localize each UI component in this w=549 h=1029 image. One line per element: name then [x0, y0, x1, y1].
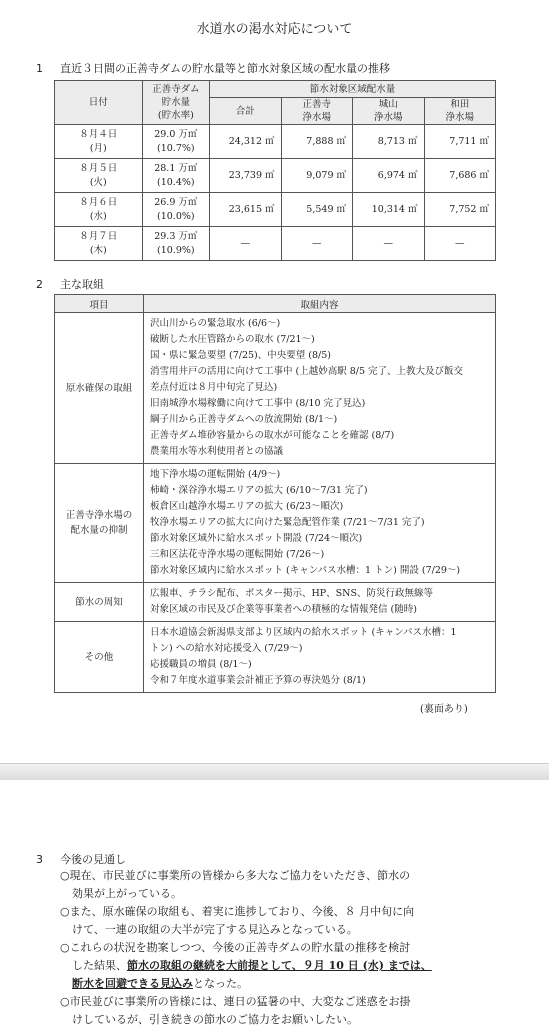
highlight-text: 節水の取組の継続を大前提として、９月 10 日 (水) までは、 — [127, 959, 432, 972]
section-2-heading — [36, 276, 104, 292]
header-total: 合計 — [210, 98, 281, 125]
table-row: 原水確保の取組 沢山川からの緊急取水 (6/6〜) 破断した水圧管路からの取水 (7/21〜) 国・県に緊急要望 (7/25)、中央要望 (8/5) 消雪用井戸の活用に向けて工事中 (上越妙高駅 8/5 完了、上教大及び飯交 差点付近は８月中旬完了見込) 旧南城浄水場稼働に向けて工事中 (8/10 完了見込) 綱子川から正善寺ダムへの放流開始 (8/1〜) 正善寺ダム堆砂容量からの取水が可能なことを確認 (8/7) 農業用水等水利使用者との協議 — [55, 313, 496, 464]
table-row: ８月６日 (水) 26.9 万㎥ (10.0%) 23,615 ㎥ 5,549 ㎥ 10,314 ㎥ 7,752 ㎥ — [55, 193, 496, 227]
outlook-paragraph-4: ○市民並びに事業所の皆様には、連日の猛暑の中、大変なご迷惑をお掛 けしているが、引き続きの節水のご協力をお願いしたい。 — [60, 995, 411, 1026]
highlight-text: 断水を回避できる見込み — [72, 977, 193, 990]
header-distribution: 節水対象区域配水量 — [210, 81, 496, 98]
page-back — [0, 780, 549, 1024]
section-3-heading — [36, 851, 126, 867]
outlook-paragraph-3: ○これらの状況を勘案しつつ、今後の正善寺ダムの貯水量の推移を検討 した結果、節水の取組の継続を大前提として、９月 10 日 (水) までは、 断水を回避できる見込みとなった。 — [60, 941, 432, 990]
table-row: 節水の周知 広報車、チラシ配布、ポスター掲示、HP、SNS、防災行政無線等 対象区域の市民及び企業等事業者への積極的な情報発信 (随時) — [55, 583, 496, 622]
page-divider — [0, 763, 549, 781]
header-storage: 正善寺ダム 貯水量 (貯水率) — [142, 81, 209, 125]
table-row: ８月４日 (月) 29.0 万㎥ (10.7%) 24,312 ㎥ 7,888 ㎥ 8,713 ㎥ 7,711 ㎥ — [55, 125, 496, 159]
section-title: 直近３日間の正善寺ダムの貯水量等と節水対象区域の配水量の推移 — [60, 62, 390, 75]
header-content: 取組内容 — [144, 295, 496, 313]
section-1-heading — [36, 60, 390, 76]
outlook-paragraph-1: ○現在、市民並びに事業所の皆様から多大なご協力をいただき、節水の 効果が上がっている。 — [60, 869, 411, 900]
storage-table — [54, 80, 496, 261]
header-plant-3: 和田 浄水場 — [424, 98, 496, 125]
initiatives-table — [54, 294, 496, 693]
back-side-note: (裏面あり) — [420, 704, 468, 715]
header-plant-2: 城山 浄水場 — [353, 98, 424, 125]
table-row: ８月７日 (木) 29.3 万㎥ (10.9%) — — — — — [55, 227, 496, 261]
section-number: 1 — [36, 62, 43, 75]
outlook-paragraph-2: ○また、原水確保の取組も、着実に進捗しており、今後、８ 月中旬に向 けて、一連の取組の大半が完了する見込みとなっている。 — [60, 905, 415, 936]
header-plant-1: 正善寺 浄水場 — [281, 98, 352, 125]
table-row: その他 日本水道協会新潟県支部より区域内の給水スポット (キャンパス水槽：1 トン) への給水対応援受入 (7/29〜) 応援職員の増員 (8/1〜) 令和７年度水道事業会計補正予算の専決処分 (8/1) — [55, 622, 496, 693]
table-row: 正善寺浄水場の 配水量の抑制 地下浄水場の運転開始 (4/9〜) 柿崎・深谷浄水場エリアの拡大 (6/10〜7/31 完了) 板倉区山越浄水場エリアの拡大 (6/23〜順次) 牧浄水場エリアの拡大に向けた緊急配管作業 (7/21〜7/31 完了) 節水対象区域外に給水スポット開設 (7/24〜順次) 三和区法花寺浄水場の運転開始 (7/26〜) 節水対象区域内に給水スポット (キャンパス水槽：1 トン) 開設 (7/29〜) — [55, 464, 496, 583]
header-date: 日付 — [55, 81, 143, 125]
section-number: 2 — [36, 278, 43, 291]
header-item: 項目 — [55, 295, 144, 313]
document-title: 水道水の渇水対応について — [196, 22, 353, 37]
section-title: 主な取組 — [60, 278, 104, 291]
section-number: 3 — [36, 853, 43, 866]
section-title: 今後の見通し — [60, 853, 126, 866]
table-row: ８月５日 (火) 28.1 万㎥ (10.4%) 23,739 ㎥ 9,079 ㎥ 6,974 ㎥ 7,686 ㎥ — [55, 159, 496, 193]
